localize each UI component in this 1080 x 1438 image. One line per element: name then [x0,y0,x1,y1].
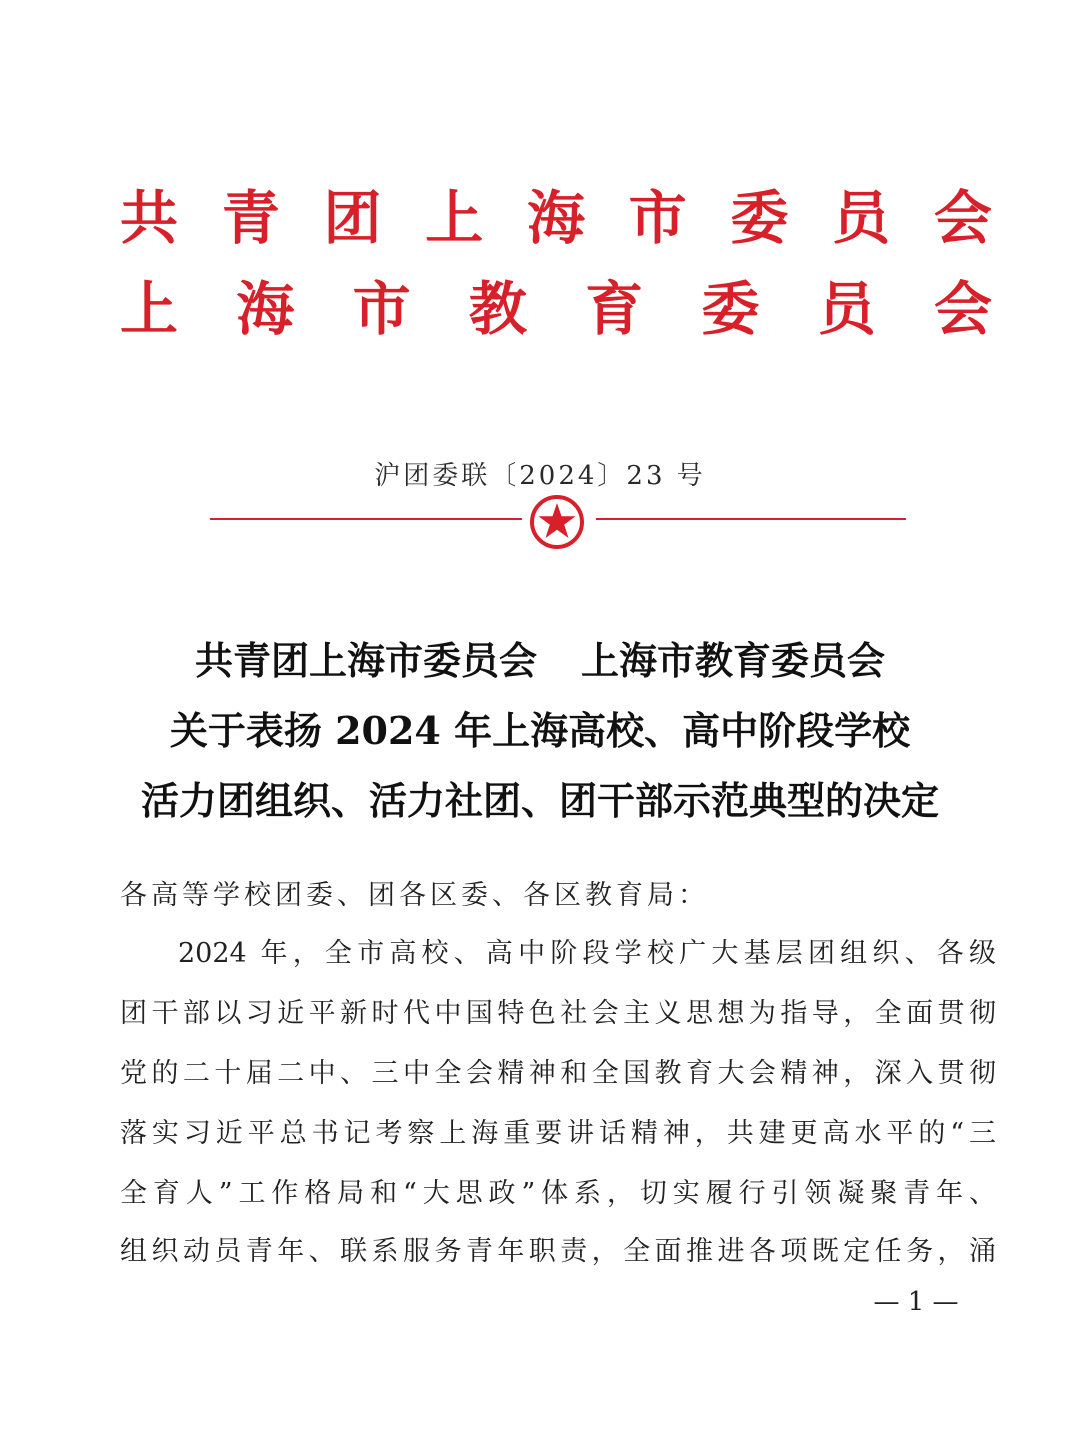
red-divider-right [596,518,906,520]
masthead-char: 员 [817,275,876,343]
masthead-char: 会 [933,275,992,343]
body-line: 党的二十届二中、三中全会精神和全国教育大会精神，深入贯彻 [120,1058,996,1089]
masthead-char: 共 [120,184,179,252]
masthead-char: 委 [730,184,789,252]
red-star-emblem-icon [529,494,585,550]
masthead-char: 委 [701,275,760,343]
body-line: 落实习近平总书记考察上海重要讲话精神，共建更高水平的“三 [120,1118,996,1149]
masthead-char: 上 [120,275,179,343]
title-issuer-1: 共青团上海市委员会 [194,638,537,683]
masthead-char: 教 [468,275,527,343]
masthead-char: 上 [425,184,484,252]
body-line: 团干部以习近平新时代中国特色社会主义思想为指导，全面贯彻 [120,998,996,1029]
body-line: 全育人”工作格局和“大思政”体系，切实履行引领凝聚青年、 [120,1178,996,1209]
masthead-line-2 [120,274,992,344]
body-line: 2024 年，全市高校、高中阶段学校广大基层团组织、各级 [178,938,996,969]
document-title-line-3: 活力团组织、活力社团、团干部示范典型的决定 [140,778,939,823]
title-issuer-2: 上海市教育委员会 [581,638,886,683]
salutation: 各高等学校团委、团各区委、各区教育局： [120,880,709,911]
red-divider-left [210,518,522,520]
document-number: 沪团委联〔2024〕23 号 [374,461,706,491]
masthead-char: 团 [323,184,382,252]
masthead-char: 青 [221,184,280,252]
page-number: — 1 — [873,1287,959,1317]
masthead-char: 员 [832,184,891,252]
document-title-line-1 [0,626,1080,696]
masthead-line-1 [120,183,992,253]
masthead-char: 市 [352,275,411,343]
body-line: 组织动员青年、联系服务青年职责，全面推进各项既定任务，涌 [120,1236,996,1267]
masthead-char: 海 [526,184,585,252]
document-title-line-2: 关于表扬 2024 年上海高校、高中阶段学校 [169,708,911,753]
masthead-char: 海 [236,275,295,343]
masthead-char: 会 [933,184,992,252]
masthead-char: 育 [585,275,644,343]
masthead-char: 市 [628,184,687,252]
